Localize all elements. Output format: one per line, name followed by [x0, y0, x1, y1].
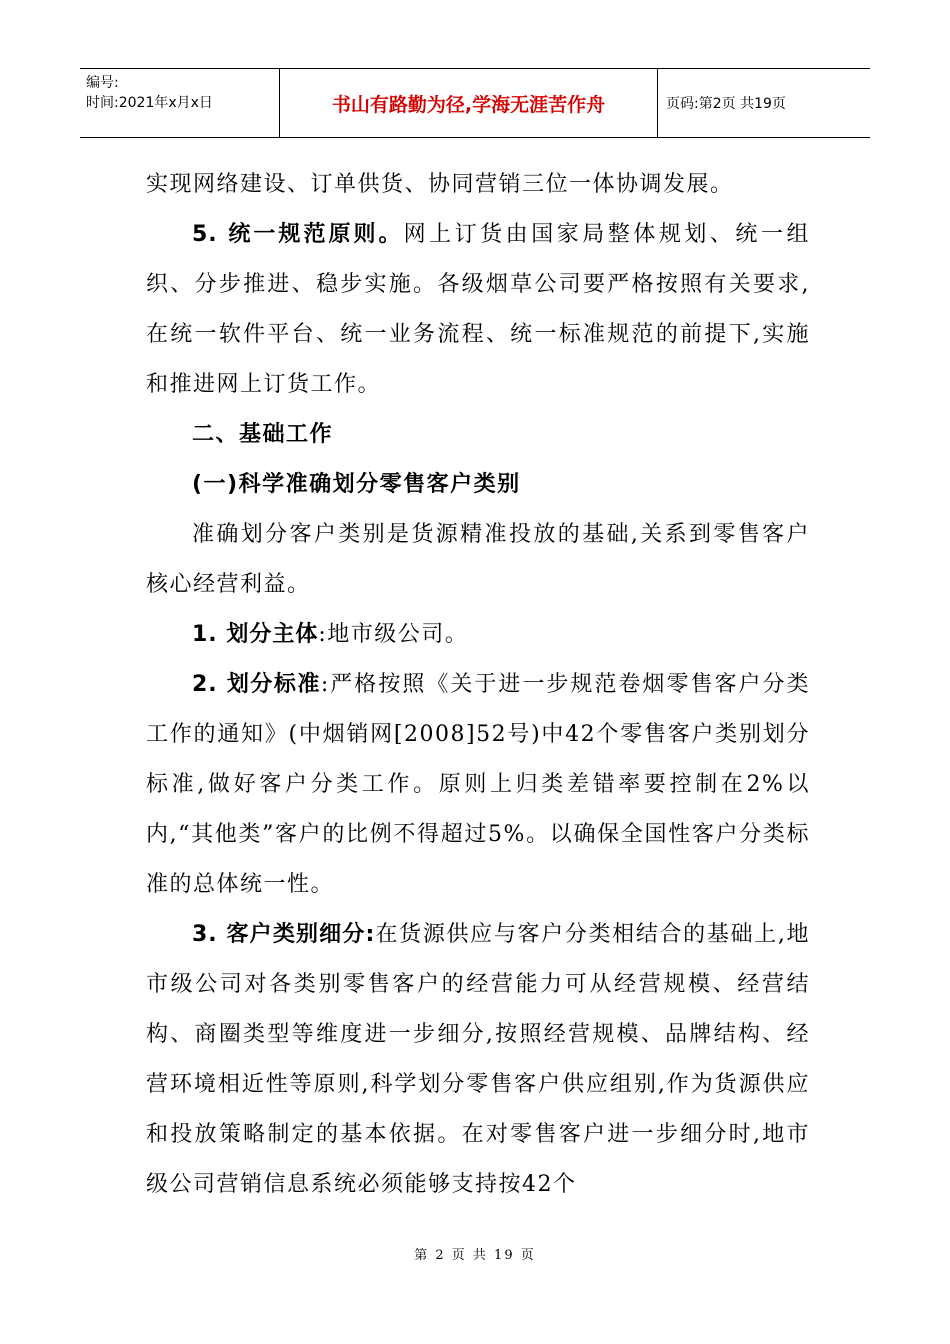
paragraph-5: [146, 660, 810, 910]
paragraph-1: 实现网络建设、订单供货、协同营销三位一体协调发展。: [146, 172, 734, 197]
paragraph-5-text: :严格按照《关于进一步规范卷烟零售客户分类工作的通知》(中烟销网[2008]52号)中42个零售客户类别划分标准,做好客户分类工作。原则上归类差错率要控制在2%以内,“其他类”客户的比例不得超过5%。以确保全国性客户分类标准的总体统一性。: [146, 672, 810, 897]
section-heading: 二、基础工作: [192, 422, 334, 447]
paragraph-5-heading: 2. 划分标准: [192, 672, 321, 697]
page-header: [80, 68, 870, 138]
paragraph-2-text: 网上订货由国家局整体规划、统一组织、分步推进、稳步实施。各级烟草公司要严格按照有关要求,在统一软件平台、统一业务流程、统一标准规范的前提下,实施和推进网上订货工作。: [146, 222, 810, 397]
header-meta: [80, 69, 280, 137]
number-label: 编号:: [86, 75, 119, 91]
header-motto: 书山有路勤为径,学海无涯苦作舟: [280, 69, 658, 137]
paragraph-3: 准确划分客户类别是货源精准投放的基础,关系到零售客户核心经营利益。: [146, 522, 810, 597]
subsection-heading: (一)科学准确划分零售客户类别: [192, 472, 521, 497]
paragraph-6: [146, 910, 810, 1210]
time-label: 时间:2021年x月x日: [86, 95, 213, 111]
paragraph-4-heading: 1. 划分主体: [192, 622, 319, 647]
document-body: [146, 160, 810, 1210]
paragraph-4-text: :地市级公司。: [318, 622, 469, 647]
paragraph-2-heading: 5. 统一规范原则。: [192, 222, 404, 247]
header-page-code: 页码:第2页 共19页: [666, 96, 786, 112]
paragraph-6-text: 在货源供应与客户分类相结合的基础上,地市级公司对各类别零售客户的经营能力可从经营规模、经营结构、商圈类型等维度进一步细分,按照经营规模、品牌结构、经营环境相近性等原则,科学划分零售客户供应组别,作为货源供应和投放策略制定的基本依据。在对零售客户进一步细分时,地市级公司营销信息系统必须能够支持按42个: [146, 922, 811, 1197]
paragraph-2: [146, 210, 810, 410]
paragraph-6-heading: 3. 客户类别细分:: [192, 922, 376, 947]
page-footer: 第 2 页 共 19 页: [414, 1248, 536, 1263]
paragraph-4: [146, 610, 810, 660]
